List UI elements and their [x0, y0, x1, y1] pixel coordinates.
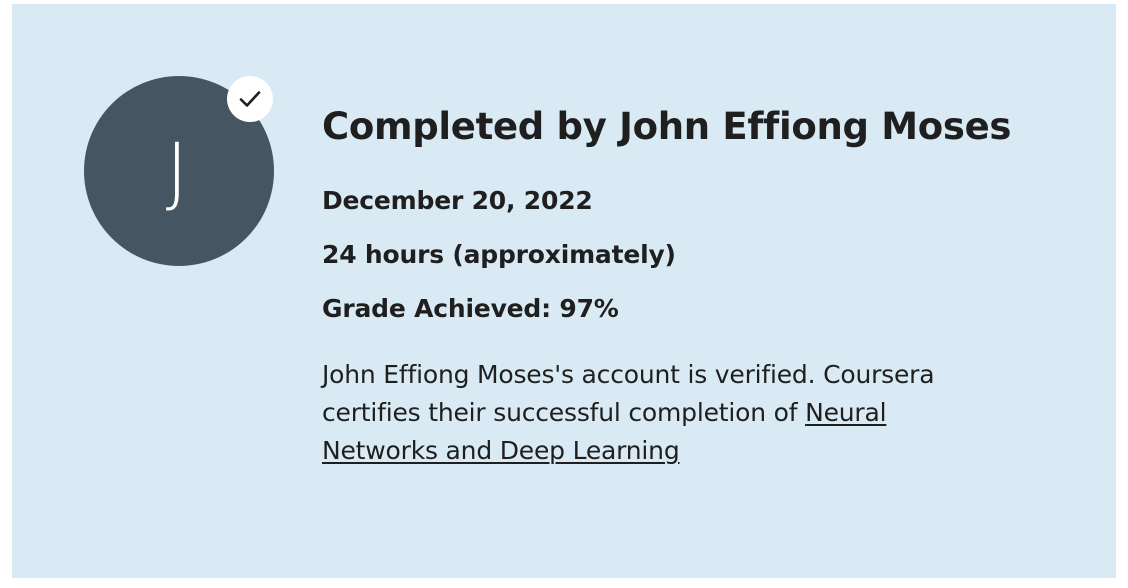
completed-by-title: Completed by John Effiong Moses: [322, 105, 1012, 148]
verified-badge: [227, 76, 273, 122]
course-link[interactable]: Neural Networks and Deep Learning: [322, 398, 887, 465]
checkmark-icon: [238, 87, 262, 111]
course-duration: 24 hours (approximately): [322, 240, 676, 269]
certificate-card: [12, 4, 1116, 578]
certificate-details: [322, 102, 1022, 495]
verification-statement: [322, 356, 982, 470]
grade-achieved: Grade Achieved: 97%: [322, 294, 619, 323]
avatar-initial: J: [165, 126, 189, 215]
verification-text: John Effiong Moses's account is verified. Coursera certifies their successful completion of: [322, 360, 935, 427]
completion-date: December 20, 2022: [322, 186, 593, 215]
